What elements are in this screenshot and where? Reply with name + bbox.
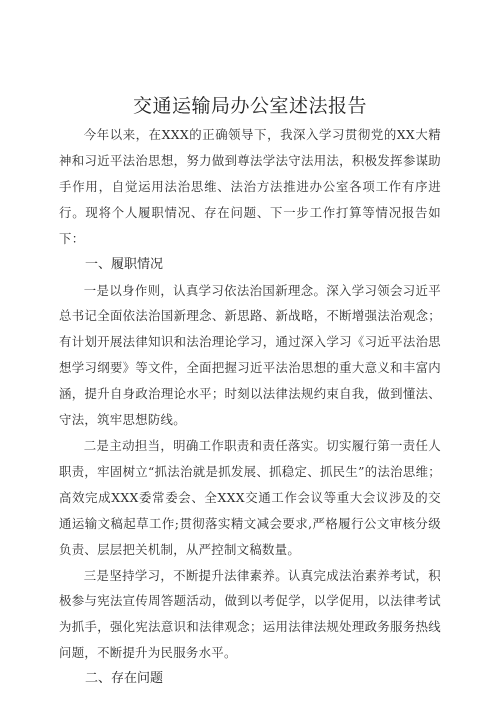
intro-paragraph: 今年以来，在XXX的正确领导下，我深入学习贯彻党的XX大精神和习近平法治思想，努力做到尊法学法守法用法，积极发挥参谋助手作用，自觉运用法治思维、法治方法推进办公室各项工作有序进行。现将个人履职情况、存在问题、下一步工作打算等情况报告如下： — [59, 127, 441, 246]
section-heading-performance: 一、履职情况 — [85, 256, 164, 272]
body-paragraph-study: 一是以身作则，认真学习依法治国新理念。深入学习领会习近平总书记全面依法治国新理念、新思路、新战略，不断增强法治观念；有计划开展法律知识和法治理论学习，通过深入学习《习近平法治思想学习纲要》等文件，全面把握习近平法治思想的重大意义和丰富内涵，提升自身政治理论水平；时刻以法律法规约束自我，做到懂法、守法，筑牢思想防线。 — [59, 282, 441, 428]
section-heading-problems: 二、存在问题 — [85, 671, 164, 687]
body-paragraph-literacy: 三是坚持学习，不断提升法律素养。认真完成法治素养考试，积极参与宪法宣传周答题活动，做到以考促学，以学促用，以法律考试为抓手，强化宪法意识和法律观念；运用法律法规处理政务服务热线问题，不断提升为民服务水平。 — [59, 567, 441, 661]
document-title: 交通运输局办公室述法报告 — [132, 95, 367, 117]
document-body — [59, 122, 441, 692]
body-paragraph-responsibility: 二是主动担当，明确工作职责和责任落实。切实履行第一责任人职责，牢固树立“抓法治就是抓发展、抓稳定、抓民生”的法治思维；高效完成XXX委常委会、全XXX交通工作会议等重大会议涉及的交通运输文稿起草工作;贯彻落实精文减会要求,严格履行公文审核分级负责、层层把关机制，从严控制文稿数量。 — [59, 437, 441, 557]
